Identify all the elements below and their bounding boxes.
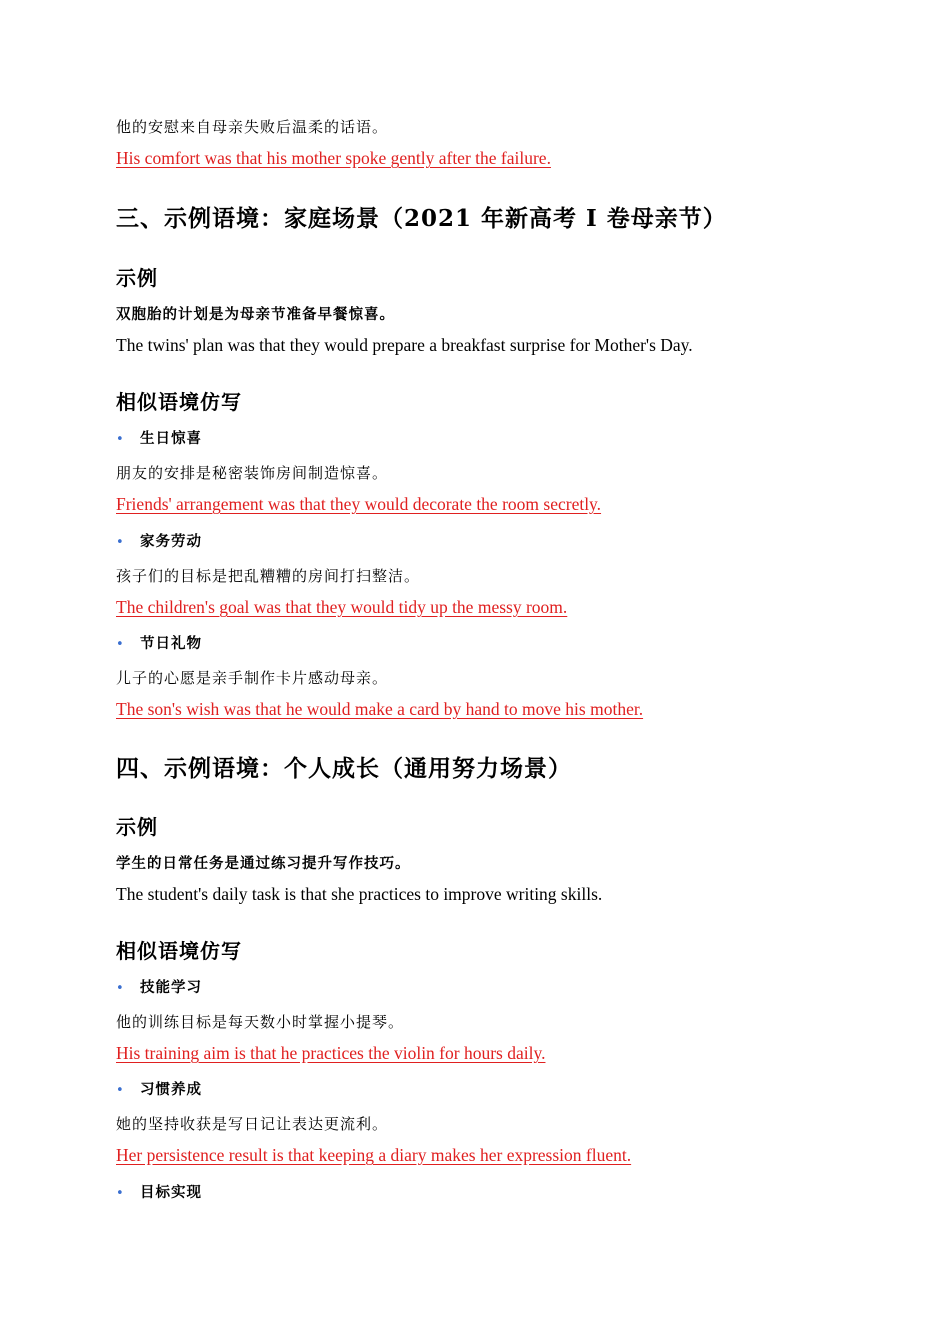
section4-item-1-label: 技能学习 xyxy=(140,979,202,996)
section3-item-3-bullet xyxy=(116,632,202,653)
section3-item-3-zh: 儿子的心愿是亲手制作卡片感动母亲。 xyxy=(116,669,389,687)
bullet-icon: • xyxy=(116,637,124,652)
bullet-icon: • xyxy=(116,1186,124,1201)
section3-heading: 三、示例语境：家庭场景（2021 年新高考 Ⅰ 卷母亲节） xyxy=(116,205,727,232)
section4-item-2-label: 习惯养成 xyxy=(140,1081,202,1098)
section4-item-2-en: Her persistence result is that keeping a diary makes her expression fluent. xyxy=(116,1145,632,1165)
section3-item-2-zh: 孩子们的目标是把乱糟糟的房间打扫整洁。 xyxy=(116,567,421,585)
bullet-icon: • xyxy=(116,432,124,447)
section3-example-title: 示例 xyxy=(116,266,158,290)
bullet-icon: • xyxy=(116,1083,124,1098)
section3-item-1-bullet xyxy=(116,427,202,448)
section3-item-2-en: The children's goal was that they would tidy up the messy room. xyxy=(116,597,568,617)
section3-item-3-en: The son's wish was that he would make a card by hand to move his mother. xyxy=(116,699,644,719)
section4-similar-title: 相似语境仿写 xyxy=(116,939,242,963)
section3-similar-title: 相似语境仿写 xyxy=(116,390,242,414)
section3-item-2-label: 家务劳动 xyxy=(140,533,202,550)
section4-example-zh: 学生的日常任务是通过练习提升写作技巧。 xyxy=(116,855,411,872)
section3-item-2-bullet xyxy=(116,530,202,551)
section3-example-zh: 双胞胎的计划是为母亲节准备早餐惊喜。 xyxy=(116,306,395,323)
section4-item-1-bullet xyxy=(116,976,202,997)
section3-item-1-en: Friends' arrangement was that they would decorate the room secretly. xyxy=(116,494,602,514)
section4-item-3-label: 目标实现 xyxy=(140,1184,202,1201)
intro-zh: 他的安慰来自母亲失败后温柔的话语。 xyxy=(116,118,389,136)
section3-item-1-zh: 朋友的安排是秘密装饰房间制造惊喜。 xyxy=(116,464,389,482)
bullet-icon: • xyxy=(116,981,124,996)
section4-item-2-zh: 她的坚持收获是写日记让表达更流利。 xyxy=(116,1115,389,1133)
section3-item-3-label: 节日礼物 xyxy=(140,635,202,652)
section4-example-en: The student's daily task is that she practices to improve writing skills. xyxy=(116,884,603,904)
section4-item-1-en: His training aim is that he practices the violin for hours daily. xyxy=(116,1043,546,1063)
section4-item-2-bullet xyxy=(116,1078,202,1099)
section4-item-1-zh: 他的训练目标是每天数小时掌握小提琴。 xyxy=(116,1013,405,1031)
bullet-icon: • xyxy=(116,535,124,550)
section4-item-3-bullet xyxy=(116,1181,202,1202)
section3-example-en: The twins' plan was that they would prepare a breakfast surprise for Mother's Day. xyxy=(116,335,693,355)
section3-item-1-label: 生日惊喜 xyxy=(140,430,202,447)
section4-example-title: 示例 xyxy=(116,815,158,839)
intro-en: His comfort was that his mother spoke gently after the failure. xyxy=(116,148,551,168)
section4-heading: 四、示例语境：个人成长（通用努力场景） xyxy=(116,755,572,782)
